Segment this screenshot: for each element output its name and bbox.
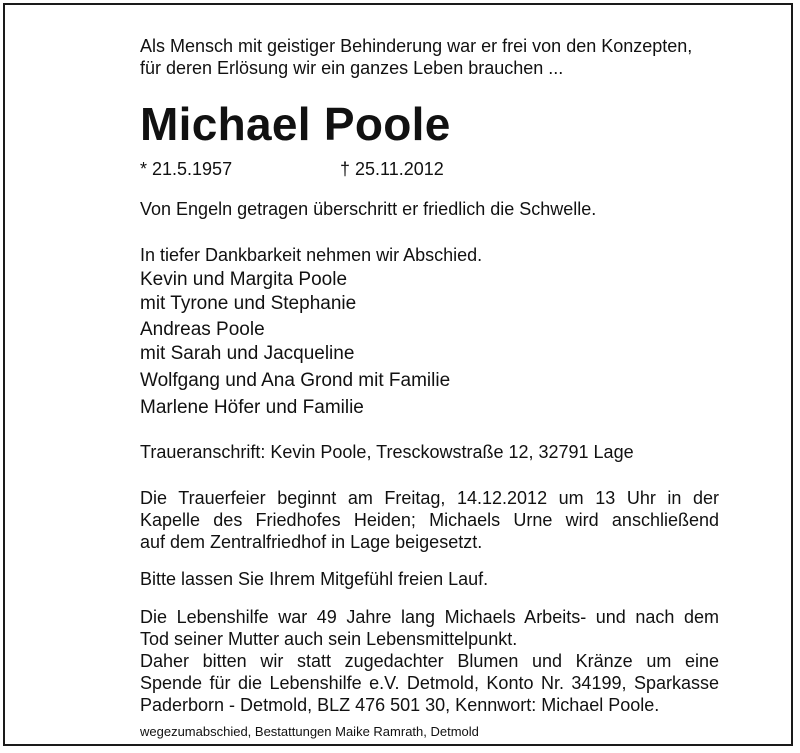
farewell-text: In tiefer Dankbarkeit nehmen wir Abschied.	[140, 245, 483, 265]
donation-line: Paderborn - Detmold, BLZ 476 501 30, Kennwort: Michael Poole.	[140, 695, 660, 715]
lebenshilfe-line: Tod seiner Mutter auch sein Lebensmittelpunkt.	[140, 629, 518, 649]
mourner-line: Kevin und Margita Poole	[140, 269, 348, 290]
death-date: † 25.11.2012	[340, 159, 444, 179]
mourner-line: Marlene Höfer und Familie	[140, 397, 364, 418]
ceremony-line: Die Trauerfeier beginnt am Freitag, 14.12.2012 um 13 Uhr in der	[140, 488, 719, 508]
mourner-line: mit Sarah und Jacqueline	[140, 343, 355, 364]
lebenshilfe-paragraph	[140, 606, 719, 650]
donation-paragraph	[140, 650, 719, 716]
intro-line-1: Als Mensch mit geistiger Behinderung war er frei von den Konzepten,	[140, 36, 693, 56]
mourner-line: Andreas Poole	[140, 319, 265, 340]
ceremony-paragraph	[140, 487, 719, 553]
mourner-line: mit Tyrone und Stephanie	[140, 293, 357, 314]
funeral-home-credit: wegezumabschied, Bestattungen Maike Ramrath, Detmold	[140, 724, 479, 739]
donation-line: Daher bitten wir statt zugedachter Blumen und Kränze um eine	[140, 651, 719, 671]
ceremony-line: Kapelle des Friedhofes Heiden; Michaels Urne wird anschließend	[140, 510, 719, 530]
donation-line: Spende für die Lebenshilfe e.V. Detmold, Konto Nr. 34199, Sparkasse	[140, 673, 719, 693]
intro-line-2: für deren Erlösung wir ein ganzes Leben brauchen ...	[140, 58, 564, 78]
ceremony-line: auf dem Zentralfriedhof in Lage beigesetzt.	[140, 532, 483, 552]
mourning-address: Traueranschrift: Kevin Poole, Tresckowstraße 12, 32791 Lage	[140, 442, 634, 462]
birth-date: * 21.5.1957	[140, 159, 233, 179]
sympathy-text: Bitte lassen Sie Ihrem Mitgefühl freien Lauf.	[140, 569, 489, 589]
deceased-name: Michael Poole	[140, 98, 451, 150]
mourner-line: Wolfgang und Ana Grond mit Familie	[140, 370, 451, 391]
lebenshilfe-line: Die Lebenshilfe war 49 Jahre lang Michaels Arbeits- und nach dem	[140, 607, 719, 627]
verse-text: Von Engeln getragen überschritt er friedlich die Schwelle.	[140, 199, 597, 219]
